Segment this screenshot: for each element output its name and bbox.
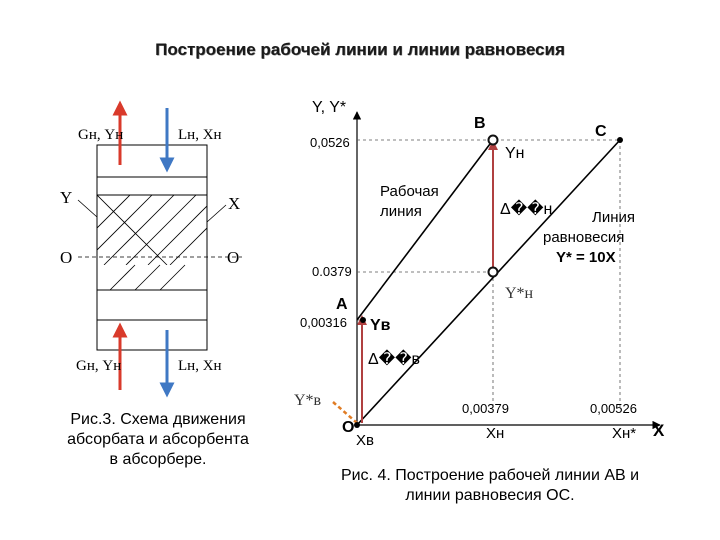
figure-4-caption — [300, 466, 680, 506]
operating-line-plot — [294, 99, 665, 449]
y-label: Y — [60, 188, 73, 207]
point-b — [489, 136, 498, 145]
packing-hatch-lower — [110, 265, 185, 290]
xn-label: Xн — [486, 425, 505, 442]
bottom-left-label: Gн, Yн — [76, 358, 122, 374]
figure-3-caption-line-3: в абсорбере. — [109, 451, 207, 468]
xb-label: Xв — [356, 432, 374, 449]
yn-label: Yн — [505, 145, 525, 162]
yn-star-label: Y*н — [505, 285, 534, 302]
origin-label: O — [342, 419, 355, 436]
figure-3-caption-line-2: абсорбата и абсорбента — [67, 431, 249, 448]
top-right-label: Lн, Xн — [178, 127, 222, 143]
point-a-label: A — [336, 296, 348, 313]
y-tick-0526: 0,0526 — [310, 135, 350, 150]
point-c-label: C — [595, 123, 607, 140]
xn-star-label: Xн* — [612, 425, 637, 442]
figure-3-caption-line-1: Рис.3. Схема движения — [70, 411, 246, 428]
x-axis-label: X — [653, 421, 665, 440]
working-line-label-1: Рабочая — [380, 183, 439, 200]
y-tick-0379: 0.0379 — [312, 264, 352, 279]
delta-n-label: Δ��н — [500, 201, 553, 218]
equilibrium-label-2: равновесия — [543, 229, 625, 246]
packing-hatch — [60, 195, 240, 265]
yb-label: Yв — [370, 317, 391, 334]
top-left-label: Gн, Yн — [78, 127, 124, 143]
page-title: Построение рабочей линии и линии равновесия — [155, 40, 565, 59]
absorber-scheme — [60, 108, 242, 390]
equilibrium-label-3: Y* = 10X — [556, 249, 616, 266]
point-yn-star — [489, 268, 498, 277]
point-b-label: B — [474, 115, 486, 132]
figure-3-caption — [48, 410, 268, 470]
point-c — [617, 137, 623, 143]
x-tick-00526: 0,00526 — [590, 401, 637, 416]
figure-4-caption-line-2: линии равновесия OC. — [405, 487, 575, 504]
yb-star-label: Y*в — [294, 392, 322, 409]
section-label-right: O — [227, 248, 240, 267]
x-tick-00379: 0,00379 — [462, 401, 509, 416]
delta-b-label: Δ��в — [368, 351, 420, 368]
x-leader — [207, 205, 226, 222]
y-tick-00316: 0,00316 — [300, 315, 347, 330]
point-origin — [354, 422, 360, 428]
figure-4-caption-line-1: Рис. 4. Построение рабочей линии AB и — [340, 467, 640, 484]
absorber-column — [97, 145, 207, 350]
x-label: X — [228, 194, 241, 213]
working-line-label-2: линия — [380, 203, 422, 220]
section-label-left: O — [60, 248, 73, 267]
point-a — [360, 317, 366, 323]
bottom-right-label: Lн, Xн — [178, 358, 222, 374]
equilibrium-label-1: Линия — [592, 209, 636, 226]
y-axis-label: Y, Y* — [312, 99, 347, 116]
y-leader — [78, 200, 97, 217]
working-line-ab — [357, 140, 493, 320]
